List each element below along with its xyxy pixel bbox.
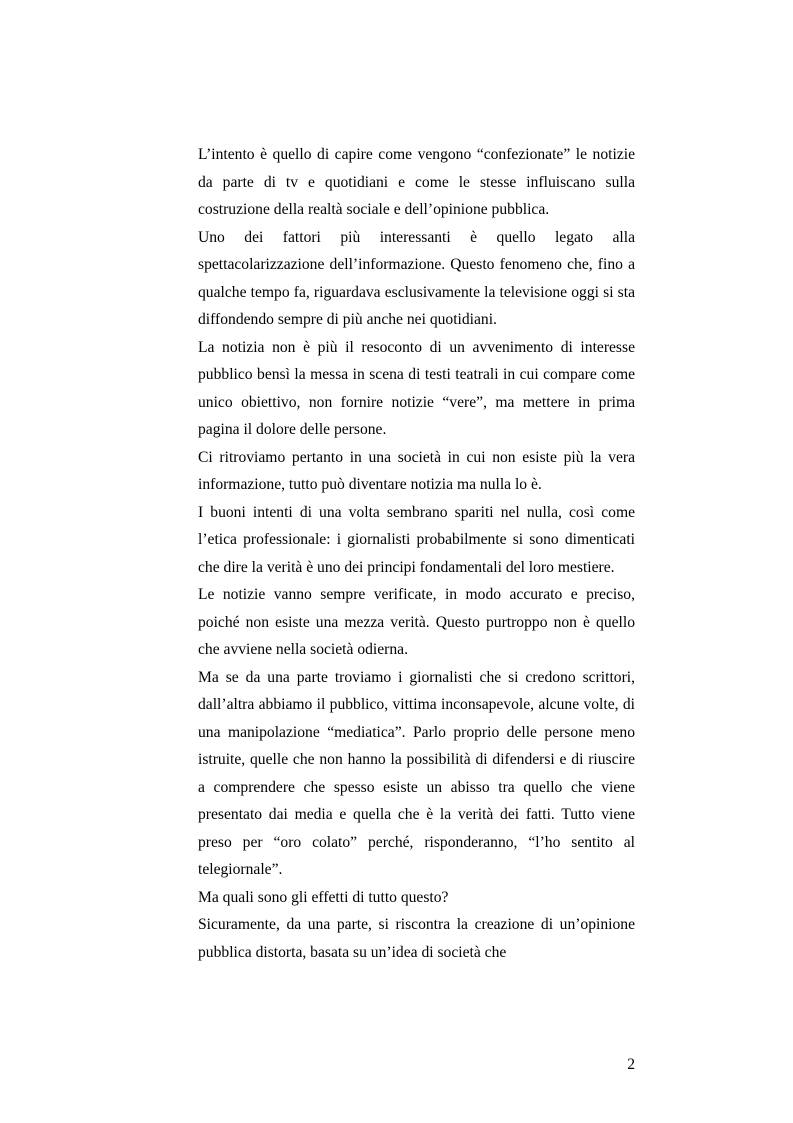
paragraph: La notizia non è più il resoconto di un avvenimento di interesse pubblico bensì la messa in scena di testi teatrali in cui compare come unico obiettivo, non fornire notizie “vere”, ma mettere in prima pagina il dolore delle persone.	[198, 338, 635, 438]
paragraph: I buoni intenti di una volta sembrano spariti nel nulla, così come l’etica professionale: i giornalisti probabilmente si sono dimenticati che dire la verità è uno dei principi fondamentali del loro mestiere.	[198, 503, 635, 576]
paragraph: Ci ritroviamo pertanto in una società in cui non esiste più la vera informazione, tutto può diventare notizia ma nulla lo è.	[198, 448, 635, 493]
paragraph: Sicuramente, da una parte, si riscontra la creazione di un’opinione pubblica distorta, basata su un’idea di società che	[198, 916, 635, 961]
paragraph: Ma se da una parte troviamo i giornalisti che si credono scrittori, dall’altra abbiamo il pubblico, vittima inconsapevole, alcune volte, di una manipolazione “mediatica”. Parlo proprio delle persone meno istruite, quelle che non hanno la possibilità di difendersi e di riuscire a comprendere che spesso esiste un abisso tra quello che viene presentato dai media e quella che è la verità dei fatti. Tutto viene preso per “oro colato” perché, risponderanno, “l’ho sentito al telegiornale”.	[198, 668, 635, 878]
paragraph: Ma quali sono gli effetti di tutto questo?	[198, 888, 449, 906]
page-body	[198, 141, 635, 966]
paragraph: Le notizie vanno sempre verificate, in modo accurato e preciso, poiché non esiste una mezza verità. Questo purtroppo non è quello che avviene nella società odierna.	[198, 586, 635, 658]
paragraph: L’intento è quello di capire come vengono “confezionate” le notizie da parte di tv e quotidiani e come le stesse influiscano sulla costruzione della realtà sociale e dell’opinione pubblica.	[198, 146, 635, 218]
paragraph: Uno dei fattori più interessanti è quello legato alla spettacolarizzazione dell’informazione. Questo fenomeno che, fino a qualche tempo fa, riguardava esclusivamente la televisione oggi si sta diffondendo sempre di più anche nei quotidiani.	[198, 228, 635, 328]
page-number: 2	[627, 1056, 635, 1073]
